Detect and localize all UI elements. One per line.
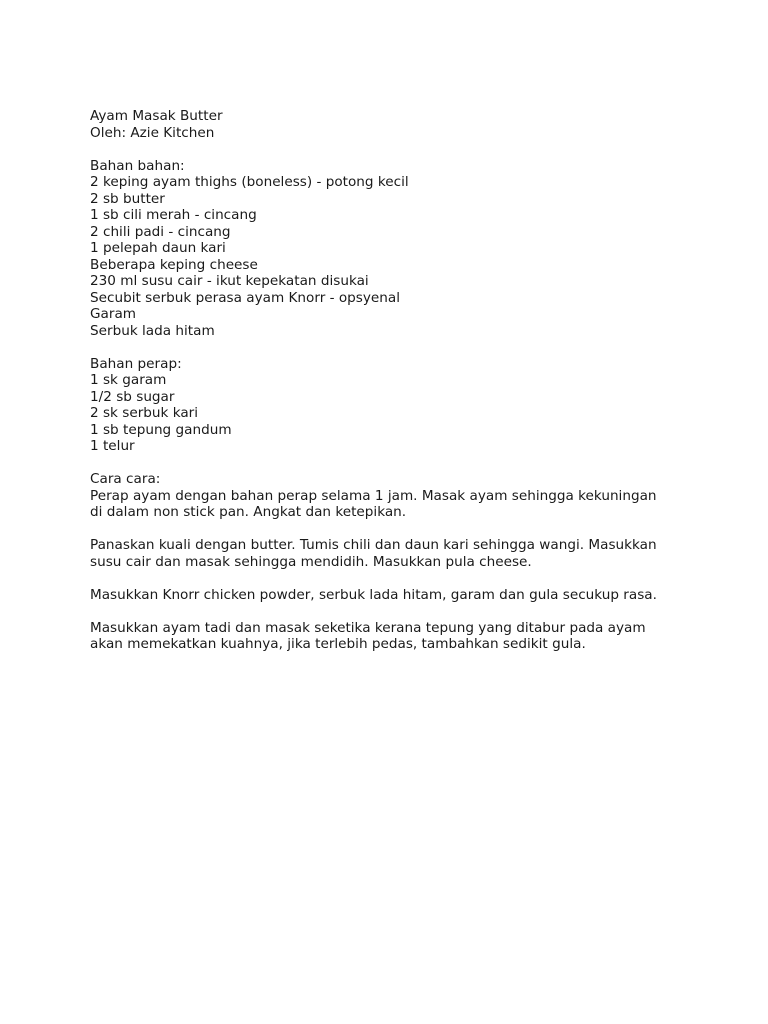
marinade-item: 1 sk garam — [90, 372, 167, 388]
spacer — [90, 141, 710, 158]
method-step-2 — [90, 537, 710, 570]
marinade-list — [90, 372, 710, 455]
ingredients-list — [90, 174, 710, 339]
marinade-item: 2 sk serbuk kari — [90, 405, 199, 421]
ingredient-item: 1 pelepah daun kari — [90, 240, 226, 256]
document-page — [90, 108, 710, 653]
ingredient-item: Secubit serbuk perasa ayam Knorr - opsyenal — [90, 289, 401, 306]
spacer — [90, 570, 710, 587]
method-line: Panaskan kuali dengan butter. Tumis chili dan daun kari sehingga wangi. Masukkan — [90, 537, 657, 553]
ingredient-item: 2 chili padi - cincang — [90, 223, 231, 240]
spacer — [90, 339, 710, 356]
marinade-item: 1/2 sb sugar — [90, 388, 175, 405]
marinade-item: 1 telur — [90, 438, 135, 454]
ingredient-item: Serbuk lada hitam — [90, 322, 215, 339]
spacer — [90, 455, 710, 472]
method-line: Masukkan Knorr chicken powder, serbuk lada hitam, garam dan gula secukup rasa. — [90, 586, 657, 603]
marinade-item: 1 sb tepung gandum — [90, 421, 232, 438]
method-line: akan memekatkan kuahnya, jika terlebih pedas, tambahkan sedikit gula. — [90, 636, 586, 652]
method-line: Perap ayam dengan bahan perap selama 1 jam. Masak ayam sehingga kekuningan — [90, 487, 657, 504]
ingredient-item: 1 sb cili merah - cincang — [90, 207, 257, 223]
spacer — [90, 603, 710, 620]
ingredient-item: Garam — [90, 306, 137, 322]
ingredient-item: Beberapa keping cheese — [90, 256, 258, 273]
method-step-3 — [90, 587, 710, 604]
ingredient-item: 230 ml susu cair - ikut kepekatan disukai — [90, 273, 369, 289]
spacer — [90, 521, 710, 538]
method-line: Masukkan ayam tadi dan masak seketika kerana tepung yang ditabur pada ayam — [90, 619, 646, 636]
ingredients-heading: Bahan bahan: — [90, 157, 185, 174]
ingredient-item: 2 keping ayam thighs (boneless) - potong kecil — [90, 174, 409, 190]
method-line: susu cair dan masak sehingga mendidih. Masukkan pula cheese. — [90, 553, 532, 570]
method-step-1 — [90, 488, 710, 521]
method-heading: Cara cara: — [90, 471, 161, 487]
recipe-title: Ayam Masak Butter — [90, 108, 223, 124]
recipe-author: Oleh: Azie Kitchen — [90, 124, 215, 141]
method-step-4 — [90, 620, 710, 653]
method-line: di dalam non stick pan. Angkat dan ketepikan. — [90, 504, 407, 520]
ingredient-item: 2 sb butter — [90, 190, 165, 207]
marinade-heading: Bahan perap: — [90, 355, 182, 372]
